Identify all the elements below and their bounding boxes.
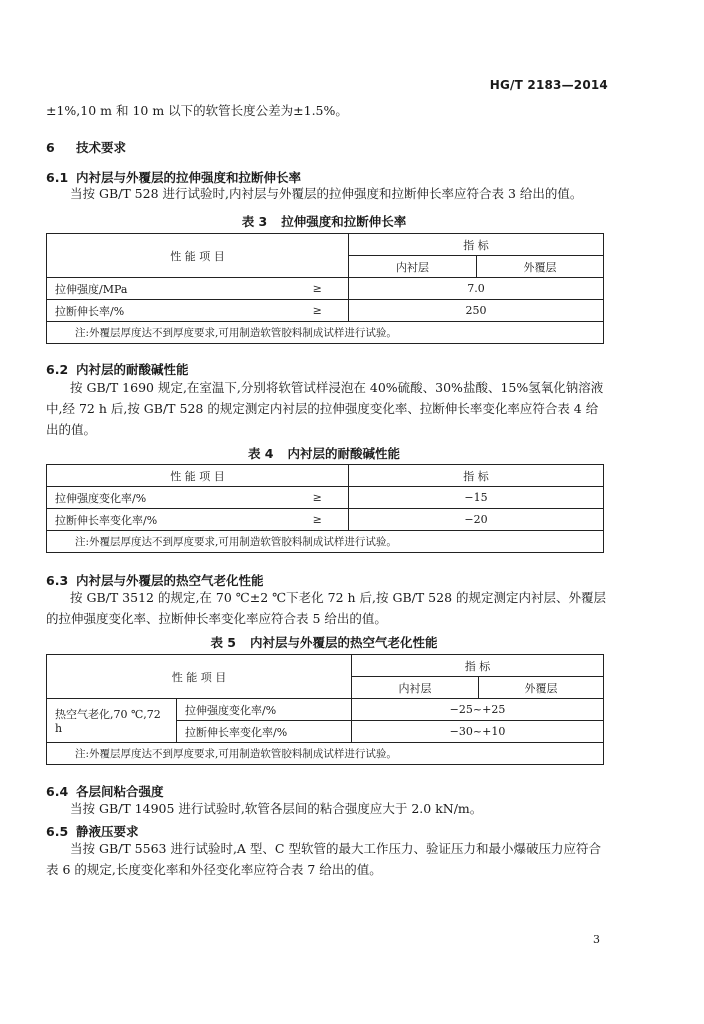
table-5-caption xyxy=(44,633,604,651)
table-header-index: 指 标 xyxy=(352,655,604,677)
table-title: 内衬层与外覆层的热空气老化性能 xyxy=(250,635,438,650)
row-item: 拉断伸长率/% xyxy=(47,300,287,322)
section-title: 内衬层与外覆层的拉伸强度和拉断伸长率 xyxy=(76,170,302,185)
section-number: 6.2 xyxy=(46,362,69,377)
table-header-inner: 内衬层 xyxy=(349,256,477,278)
table-4-caption xyxy=(44,444,604,462)
table-header-index: 指 标 xyxy=(349,465,604,487)
table-header-outer: 外覆层 xyxy=(479,677,604,699)
section-number: 6 xyxy=(46,140,55,155)
row-operator: ≥ xyxy=(287,278,349,300)
table-label: 表 3 xyxy=(241,214,268,229)
table-title: 拉伸强度和拉断伸长率 xyxy=(281,214,407,229)
section-6-2-heading xyxy=(46,360,189,378)
section-6-4-text: 当按 GB/T 14905 进行试验时,软管各层间的粘合强度应大于 2.0 kN/m。 xyxy=(70,801,483,816)
row-value: −15 xyxy=(349,487,604,509)
table-4 xyxy=(46,464,604,553)
row-operator: ≥ xyxy=(287,300,349,322)
table-3-caption xyxy=(44,212,604,230)
section-6-2-text: 按 GB/T 1690 规定,在室温下,分别将软管试样浸泡在 40%硫酸、30%盐酸、15%氢氧化钠溶液中,经 72 h 后,按 GB/T 528 的规定测定内衬层的拉伸强度变化率、拉断伸长率变化率应符合表 4 给出的值。 xyxy=(46,380,604,437)
table-3 xyxy=(46,233,604,344)
intro-line: ±1%,10 m 和 10 m 以下的软管长度公差为±1.5%。 xyxy=(46,103,348,118)
table-row xyxy=(47,300,604,322)
row-group: 热空气老化,70 ℃,72 h xyxy=(47,699,177,743)
section-6-3-text: 按 GB/T 3512 的规定,在 70 ℃±2 ℃下老化 72 h 后,按 GB/T 528 的规定测定内衬层、外覆层的拉伸强度变化率、拉断伸长率变化率应符合表 5 给出的值。 xyxy=(46,590,606,626)
row-value: −25~+25 xyxy=(352,699,604,721)
table-header-outer: 外覆层 xyxy=(477,256,604,278)
row-value: 7.0 xyxy=(349,278,604,300)
table-header-item: 性 能 项 目 xyxy=(47,655,352,699)
row-value: −20 xyxy=(349,509,604,531)
section-title: 内衬层的耐酸碱性能 xyxy=(76,362,189,377)
page-number: 3 xyxy=(593,933,600,946)
section-6-5-text: 当按 GB/T 5563 进行试验时,A 型、C 型软管的最大工作压力、验证压力和最小爆破压力应符合表 6 的规定,长度变化率和外径变化率应符合表 7 给出的值。 xyxy=(46,841,601,877)
table-note: 注:外覆层厚度达不到厚度要求,可用制造软管胶料制成试样进行试验。 xyxy=(47,322,604,344)
row-item: 拉断伸长率变化率/% xyxy=(47,509,287,531)
row-item: 拉伸强度变化率/% xyxy=(47,487,287,509)
section-number: 6.5 xyxy=(46,824,69,839)
table-5 xyxy=(46,654,604,765)
section-title: 内衬层与外覆层的热空气老化性能 xyxy=(76,573,264,588)
section-title: 技术要求 xyxy=(76,140,127,155)
table-row xyxy=(47,699,604,721)
table-label: 表 4 xyxy=(247,446,274,461)
row-value: −30~+10 xyxy=(352,721,604,743)
table-header-index: 指 标 xyxy=(349,234,604,256)
table-row xyxy=(47,278,604,300)
section-number: 6.1 xyxy=(46,170,69,185)
row-item: 拉断伸长率变化率/% xyxy=(177,721,352,743)
table-label: 表 5 xyxy=(210,635,237,650)
section-title: 静液压要求 xyxy=(76,824,139,839)
row-item: 拉伸强度/MPa xyxy=(47,278,287,300)
row-item: 拉伸强度变化率/% xyxy=(177,699,352,721)
table-header-item: 性 能 项 目 xyxy=(47,465,349,487)
table-title: 内衬层的耐酸碱性能 xyxy=(287,446,401,461)
section-title: 各层间粘合强度 xyxy=(76,784,164,799)
standard-code: HG/T 2183—2014 xyxy=(489,78,608,92)
table-row xyxy=(47,509,604,531)
table-note: 注:外覆层厚度达不到厚度要求,可用制造软管胶料制成试样进行试验。 xyxy=(47,531,604,553)
table-note: 注:外覆层厚度达不到厚度要求,可用制造软管胶料制成试样进行试验。 xyxy=(47,743,604,765)
row-operator: ≥ xyxy=(287,509,349,531)
section-6-heading xyxy=(46,138,126,156)
row-value: 250 xyxy=(349,300,604,322)
row-operator: ≥ xyxy=(287,487,349,509)
table-header-inner: 内衬层 xyxy=(352,677,479,699)
table-header-item: 性 能 项 目 xyxy=(47,234,349,278)
section-number: 6.3 xyxy=(46,573,69,588)
section-number: 6.4 xyxy=(46,784,69,799)
section-6-1-text: 当按 GB/T 528 进行试验时,内衬层与外覆层的拉伸强度和拉断伸长率应符合表 3 给出的值。 xyxy=(70,186,583,201)
table-row xyxy=(47,487,604,509)
